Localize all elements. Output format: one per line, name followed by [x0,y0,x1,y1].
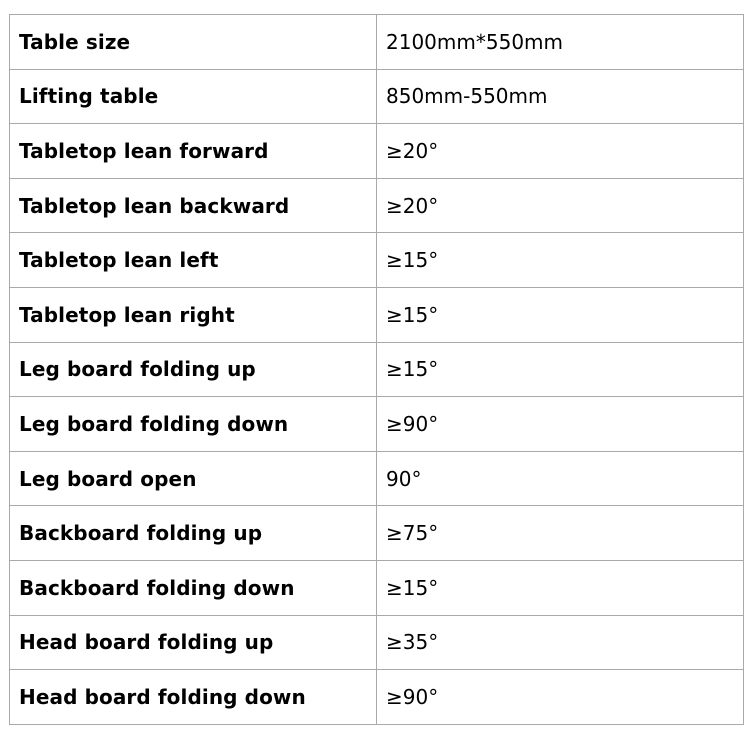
table-row [10,342,744,397]
parameter-name: Tabletop lean left [10,233,377,288]
parameter-value: ≥90° [377,670,744,725]
table-row [10,124,744,179]
table-row [10,15,744,70]
parameter-value: ≥15° [377,342,744,397]
specification-table-body [10,15,744,725]
table-row [10,560,744,615]
parameter-name: Head board folding up [10,615,377,670]
specification-table [9,14,744,725]
parameter-value: ≥90° [377,397,744,452]
parameter-value: 850mm-550mm [377,69,744,124]
parameter-name: Tabletop lean right [10,287,377,342]
table-row [10,506,744,561]
parameter-value: ≥35° [377,615,744,670]
parameter-name: Backboard folding up [10,506,377,561]
parameter-value: ≥20° [377,178,744,233]
parameter-value: ≥20° [377,124,744,179]
parameter-name: Backboard folding down [10,560,377,615]
parameter-name: Head board folding down [10,670,377,725]
table-row [10,178,744,233]
parameter-value: 2100mm*550mm [377,15,744,70]
parameter-value: ≥15° [377,233,744,288]
table-row [10,615,744,670]
table-row [10,69,744,124]
parameter-value: ≥15° [377,287,744,342]
table-row [10,287,744,342]
parameter-value: ≥75° [377,506,744,561]
table-row [10,670,744,725]
parameter-name: Leg board folding up [10,342,377,397]
parameter-name: Table size [10,15,377,70]
parameter-name: Lifting table [10,69,377,124]
table-row [10,233,744,288]
parameter-name: Tabletop lean forward [10,124,377,179]
parameter-name: Leg board folding down [10,397,377,452]
parameter-value: 90° [377,451,744,506]
table-row [10,397,744,452]
parameter-name: Tabletop lean backward [10,178,377,233]
table-row [10,451,744,506]
parameter-name: Leg board open [10,451,377,506]
parameter-value: ≥15° [377,560,744,615]
